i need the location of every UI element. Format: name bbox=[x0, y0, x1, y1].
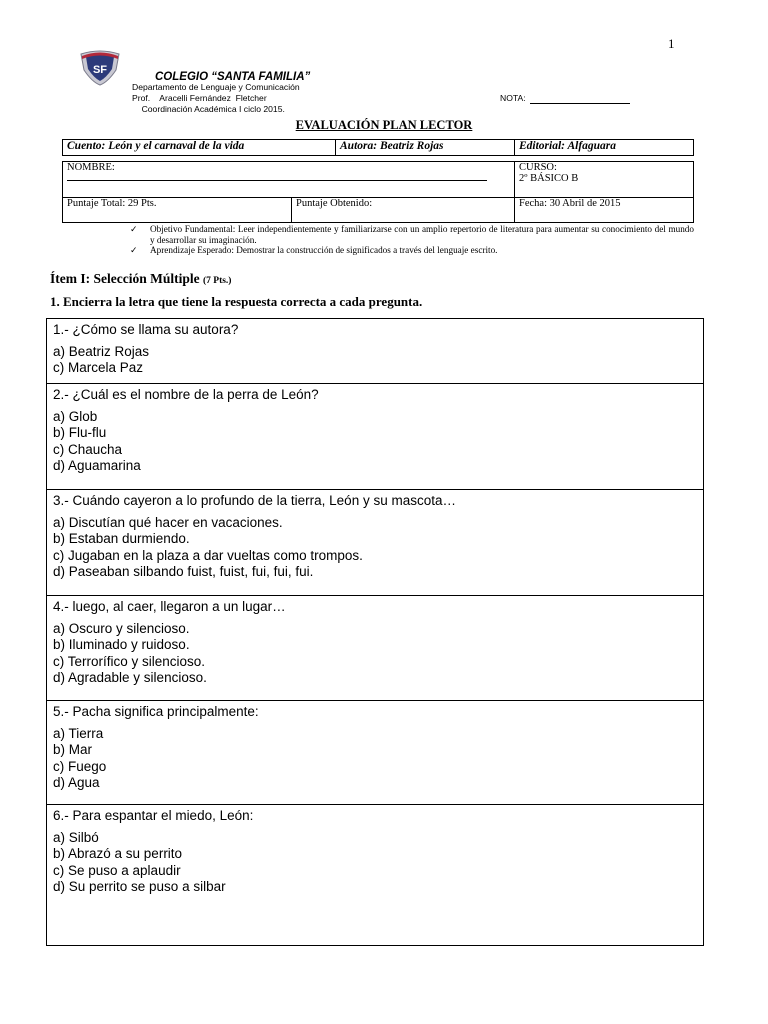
question-text: 1.- ¿Cómo se llama su autora? bbox=[53, 322, 239, 337]
item-heading bbox=[50, 271, 231, 287]
coordination-line: Coordinación Académica I ciclo 2015. bbox=[141, 103, 285, 114]
answer-option[interactable]: d) Su perrito se puso a silbar bbox=[53, 879, 226, 895]
instruction: 1. Encierra la letra que tiene la respuesta correcta a cada pregunta. bbox=[50, 294, 423, 309]
objectives-list bbox=[130, 224, 694, 256]
item-points: (7 Pts.) bbox=[202, 276, 232, 286]
svg-text:SF: SF bbox=[92, 64, 108, 76]
answer-option[interactable]: b) Iluminado y ruidoso. bbox=[53, 637, 190, 653]
evaluation-title: EVALUACIÓN PLAN LECTOR bbox=[295, 118, 473, 132]
answer-option[interactable]: b) Flu-flu bbox=[53, 425, 107, 441]
course-cell bbox=[515, 162, 694, 198]
question-text: 4.- luego, al caer, llegaron a un lugar… bbox=[53, 599, 286, 614]
page-number: 1 bbox=[668, 36, 675, 51]
name-label: NOMBRE: bbox=[67, 162, 115, 173]
question-text: 5.- Pacha significa principalmente: bbox=[53, 704, 259, 719]
answer-option[interactable]: a) Beatriz Rojas bbox=[53, 344, 150, 359]
question-row bbox=[47, 490, 703, 596]
answer-option[interactable]: d) Paseaban silbando fuist, fuist, fui, fui, fui. bbox=[53, 564, 314, 580]
question-text: 6.- Para espantar el miedo, León: bbox=[53, 808, 254, 823]
answer-option[interactable]: c) Jugaban en la plaza a dar vueltas como trompos. bbox=[53, 547, 363, 563]
nota-blank-line[interactable] bbox=[530, 93, 630, 104]
checkmark-icon: ✓ bbox=[130, 245, 138, 255]
answer-option[interactable]: c) Chaucha bbox=[53, 441, 123, 457]
answer-option[interactable]: c) Se puso a aplaudir bbox=[53, 862, 181, 878]
answer-option[interactable]: a) Glob bbox=[53, 409, 98, 424]
teacher-line: Prof. Aracelli Fernández Fletcher bbox=[132, 92, 267, 103]
answer-option[interactable]: a) Tierra bbox=[53, 726, 104, 741]
question-text: 3.- Cuándo cayeron a lo profundo de la tierra, León y su mascota… bbox=[53, 493, 456, 508]
author: Autora: Beatriz Rojas bbox=[336, 140, 515, 156]
obtained-score-label: Puntaje Obtenido: bbox=[296, 198, 373, 209]
answer-option[interactable]: b) Abrazó a su perrito bbox=[53, 846, 183, 862]
course-label: CURSO: bbox=[519, 162, 557, 173]
answer-option[interactable]: a) Silbó bbox=[53, 830, 99, 845]
date: Fecha: 30 Abril de 2015 bbox=[515, 198, 694, 223]
school-name: COLEGIO “SANTA FAMILIA” bbox=[155, 71, 311, 83]
question-text: 2.- ¿Cuál es el nombre de la perra de León? bbox=[53, 387, 319, 402]
question-row bbox=[47, 701, 703, 805]
objective-item: ✓ Aprendizaje Esperado: Demostrar la construcción de significados a través del lenguaje escrito. bbox=[130, 245, 498, 255]
school-shield-logo bbox=[78, 50, 122, 86]
answer-option[interactable]: d) Agua bbox=[53, 775, 100, 791]
story-title: Cuento: León y el carnaval de la vida bbox=[63, 140, 336, 156]
name-blank-line bbox=[67, 173, 487, 181]
item-title: Ítem I: Selección Múltiple bbox=[50, 271, 200, 286]
header-lines bbox=[132, 82, 300, 114]
publisher: Editorial: Alfaguara bbox=[515, 140, 694, 156]
objective-item: ✓ Objetivo Fundamental: Leer independientemente y familiarizarse con un amplio repertorio de literatura para aumentar su conocimiento del mundo y desarrollar su imaginación. bbox=[130, 224, 694, 245]
questions-table bbox=[46, 318, 704, 946]
nota-field bbox=[500, 93, 630, 104]
answer-option[interactable]: c) Terrorífico y silencioso. bbox=[53, 653, 206, 669]
answer-option[interactable]: a) Oscuro y silencioso. bbox=[53, 621, 190, 636]
checkmark-icon: ✓ bbox=[130, 224, 138, 234]
department-line: Departamento de Lenguaje y Comunicación bbox=[132, 82, 300, 92]
question-row bbox=[47, 384, 703, 490]
question-row bbox=[47, 319, 703, 384]
answer-option[interactable]: c) Marcela Paz bbox=[53, 360, 144, 376]
answer-option[interactable]: c) Fuego bbox=[53, 758, 107, 774]
nota-label: NOTA: bbox=[500, 93, 526, 103]
answer-option[interactable]: d) Agradable y silencioso. bbox=[53, 670, 207, 686]
info-table bbox=[62, 139, 694, 223]
answer-option[interactable]: d) Aguamarina bbox=[53, 458, 141, 474]
question-row bbox=[47, 596, 703, 701]
course-value: 2º BÁSICO B bbox=[519, 173, 579, 184]
question-row bbox=[47, 805, 703, 945]
answer-option[interactable]: a) Discutían qué hacer en vacaciones. bbox=[53, 515, 283, 530]
total-score: Puntaje Total: 29 Pts. bbox=[63, 198, 292, 222]
answer-option[interactable]: b) Mar bbox=[53, 742, 93, 758]
name-cell[interactable] bbox=[63, 162, 515, 198]
answer-option[interactable]: b) Estaban durmiendo. bbox=[53, 531, 190, 547]
